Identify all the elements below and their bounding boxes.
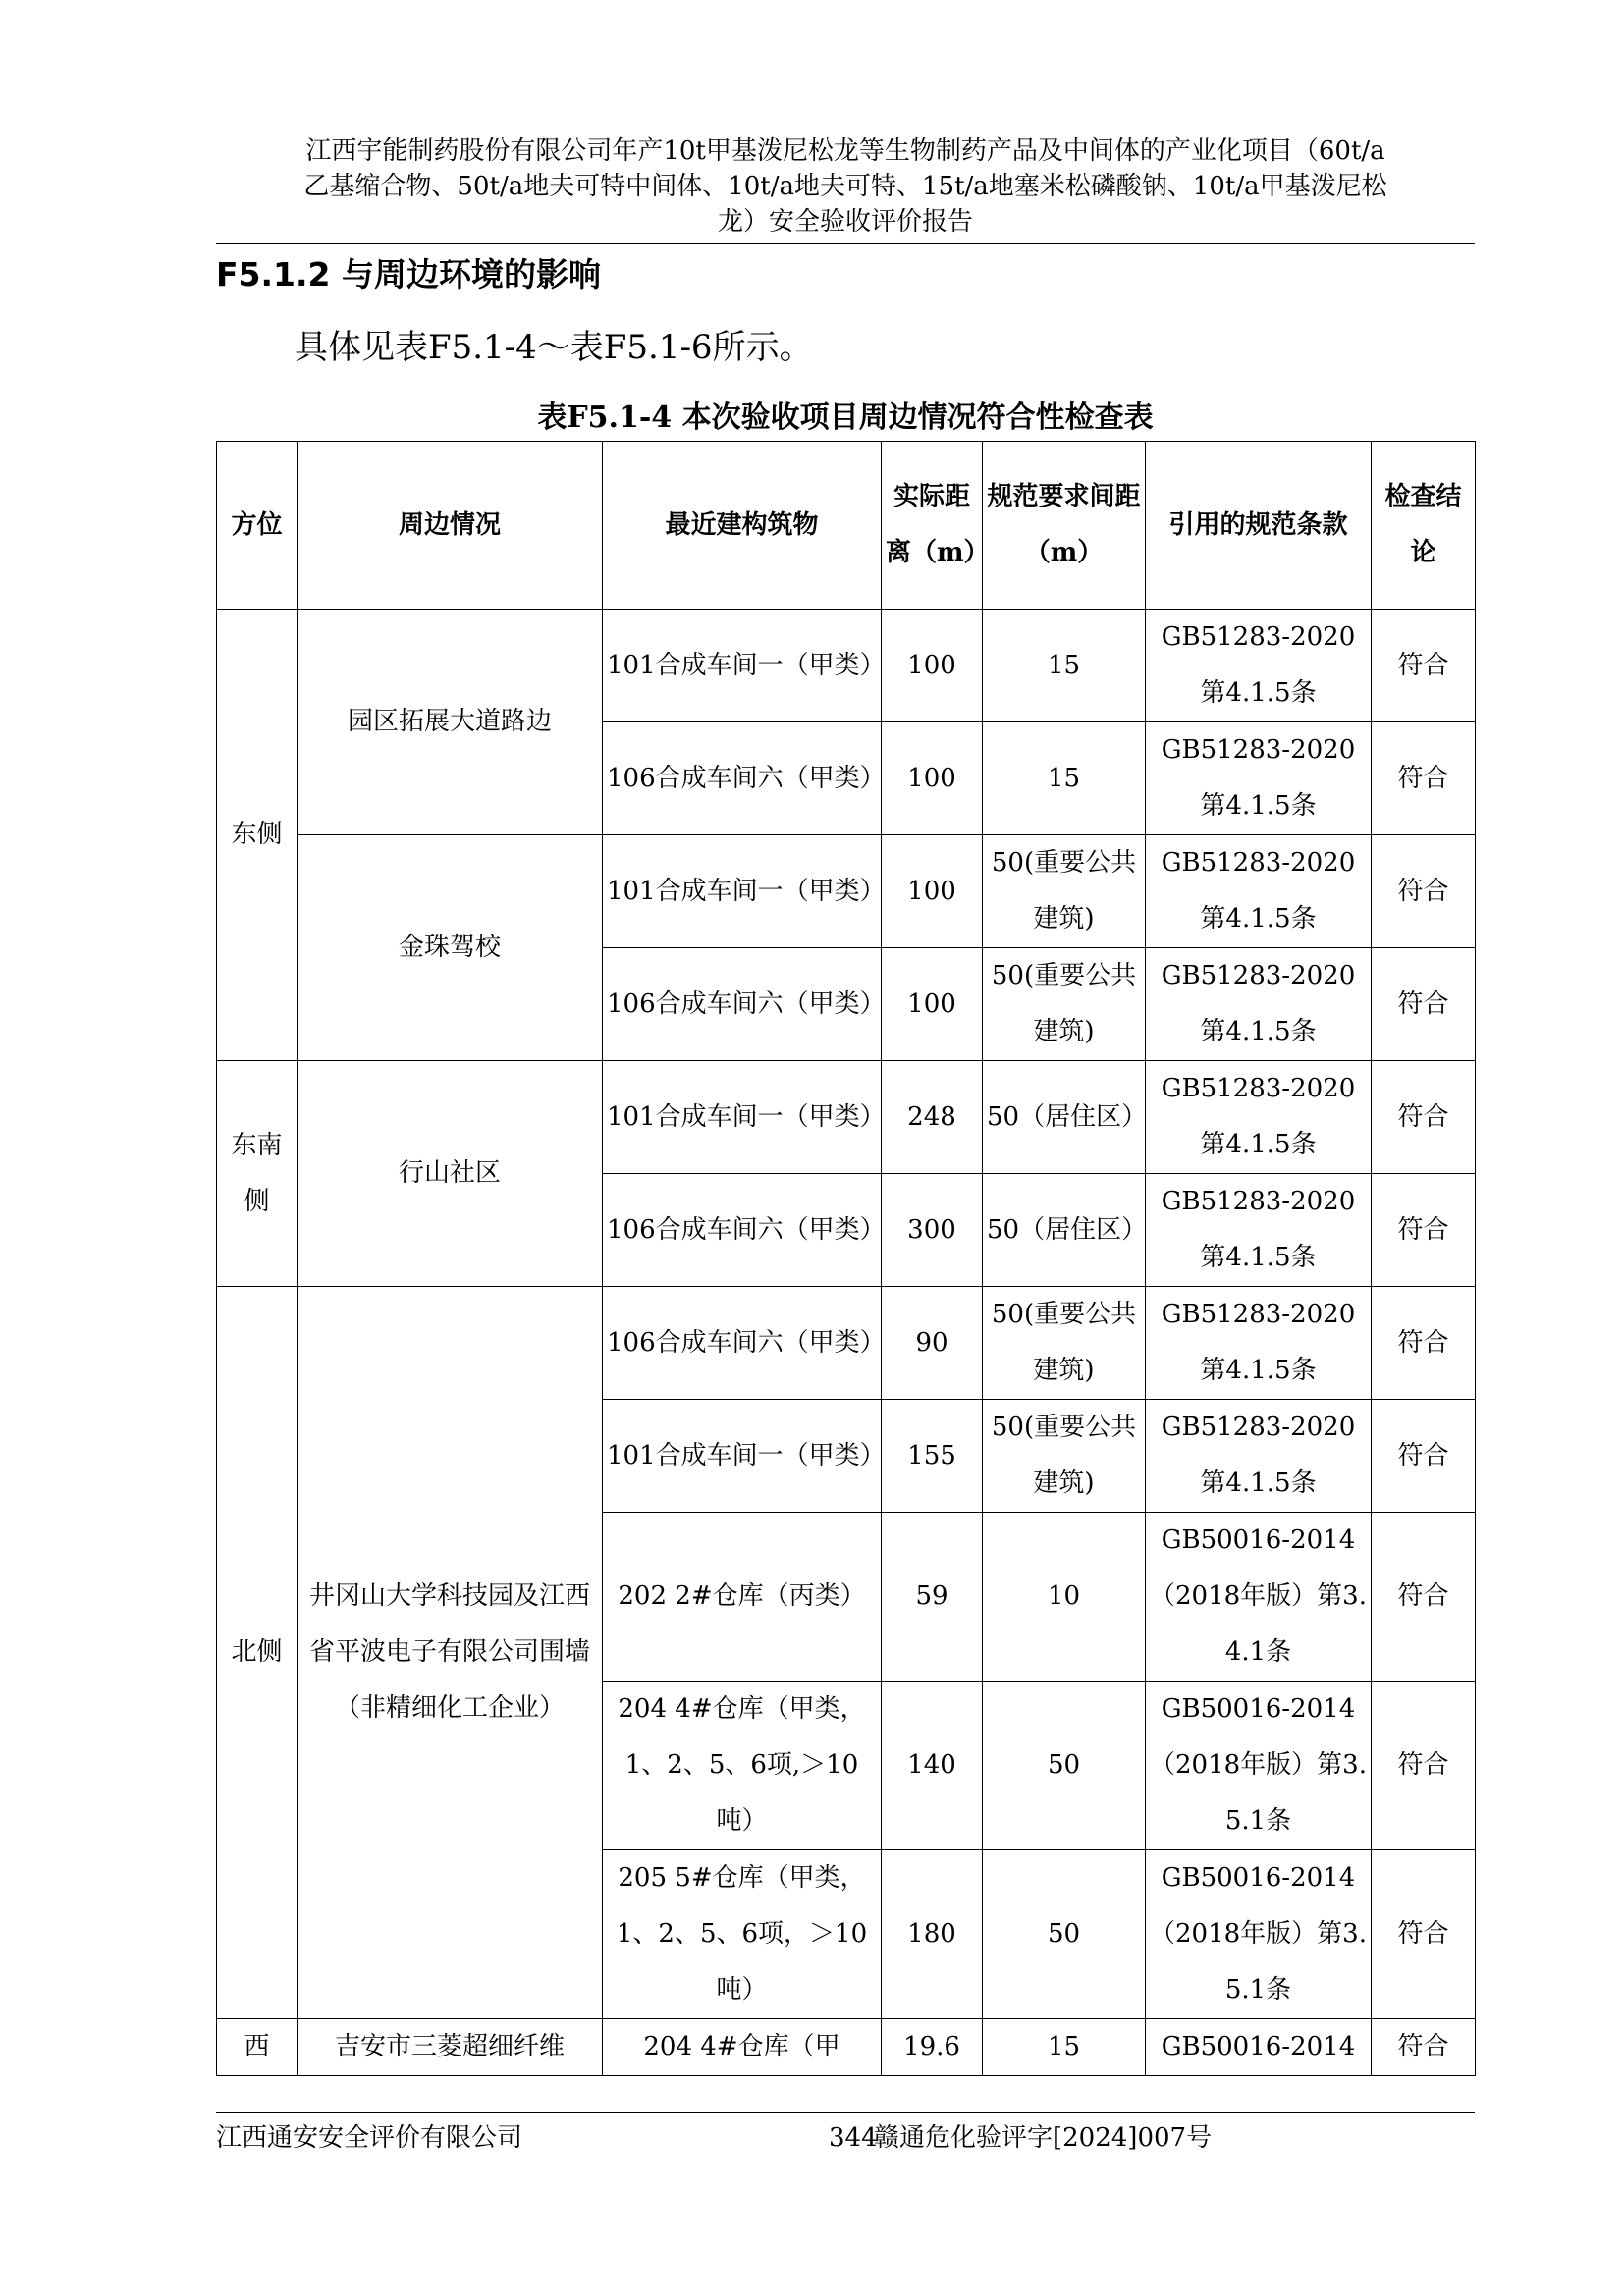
building-cell: 106合成车间六（甲类） [603,1174,882,1287]
required-distance-cell: 15 [983,722,1146,835]
building-cell: 204 4#仓库（甲 [603,2019,882,2076]
required-distance-cell: 50（居住区） [983,1174,1146,1287]
surroundings-check-table [216,441,1476,2076]
header-line-1: 江西宇能制药股份有限公司年产10t甲基泼尼松龙等生物制药产品及中间体的产业化项目（60t/a [305,136,1385,166]
footer-company: 江西通安安全评价有限公司 [216,2123,523,2153]
header-line-3: 龙）安全验收评价报告 [717,207,973,237]
clause-cell: GB50016-2014 [1146,2019,1372,2076]
header-direction: 方位 [217,442,298,610]
clause-cell: GB51283-2020第4.1.5条 [1146,722,1372,835]
building-cell: 106合成车间六（甲类） [603,948,882,1061]
clause-cell: GB50016-2014（2018年版）第3.5.1条 [1146,1850,1372,2019]
surroundings-cell: 吉安市三菱超细纤维 [298,2019,603,2076]
actual-distance-cell: 248 [882,1061,983,1174]
footer-report-number: 赣通危化验评字[2024]007号 [874,2123,1213,2153]
direction-cell: 东侧 [217,610,298,1061]
clause-cell: GB51283-2020第4.1.5条 [1146,1174,1372,1287]
surroundings-cell: 园区拓展大道路边 [298,610,603,835]
header-divider [216,243,1475,244]
building-cell: 205 5#仓库（甲类，1、2、5、6项，＞10吨） [603,1850,882,2019]
result-cell: 符合 [1372,1174,1476,1287]
result-cell: 符合 [1372,610,1476,722]
required-distance-cell: 15 [983,610,1146,722]
clause-cell: GB51283-2020第4.1.5条 [1146,948,1372,1061]
result-cell: 符合 [1372,1513,1476,1682]
surroundings-cell: 井冈山大学科技园及江西省平波电子有限公司围墙（非精细化工企业） [298,1287,603,2019]
actual-distance-cell: 100 [882,610,983,722]
direction-cell: 东南侧 [217,1061,298,1287]
required-distance-cell: 50(重要公共建筑) [983,835,1146,948]
table-row [217,1287,1476,1400]
actual-distance-cell: 140 [882,1682,983,1850]
building-cell: 204 4#仓库（甲类，1、2、5、6项,＞10吨） [603,1682,882,1850]
actual-distance-cell: 180 [882,1850,983,2019]
result-cell: 符合 [1372,835,1476,948]
header-nearest-building: 最近建构筑物 [603,442,882,610]
clause-cell: GB51283-2020第4.1.5条 [1146,1061,1372,1174]
section-title: F5.1.2 与周边环境的影响 [216,255,601,294]
building-cell: 202 2#仓库（丙类） [603,1513,882,1682]
required-distance-cell: 10 [983,1513,1146,1682]
table-row [217,1061,1476,1174]
clause-cell: GB51283-2020第4.1.5条 [1146,1400,1372,1513]
header-required-distance: 规范要求间距（m） [983,442,1146,610]
actual-distance-cell: 100 [882,722,983,835]
footer-page-number: 344 [829,2123,878,2153]
surroundings-cell: 行山社区 [298,1061,603,1287]
direction-cell: 北侧 [217,1287,298,2019]
clause-cell: GB51283-2020第4.1.5条 [1146,835,1372,948]
table-row [217,610,1476,722]
building-cell: 106合成车间六（甲类） [603,1287,882,1400]
result-cell: 符合 [1372,1400,1476,1513]
result-cell: 符合 [1372,1850,1476,2019]
table-title: 表F5.1-4 本次验收项目周边情况符合性检查表 [537,400,1154,435]
header-conclusion: 检查结论 [1372,442,1476,610]
surroundings-cell: 金珠驾校 [298,835,603,1061]
clause-cell: GB51283-2020第4.1.5条 [1146,1287,1372,1400]
table-row [217,2019,1476,2076]
result-cell: 符合 [1372,1287,1476,1400]
clause-cell: GB50016-2014（2018年版）第3.4.1条 [1146,1513,1372,1682]
actual-distance-cell: 90 [882,1287,983,1400]
header-line-2: 乙基缩合物、50t/a地夫可特中间体、10t/a地夫可特、15t/a地塞米松磷酸钠、10t/a甲基泼尼松 [303,172,1387,201]
table-header-row [217,442,1476,610]
result-cell: 符合 [1372,1682,1476,1850]
building-cell: 101合成车间一（甲类） [603,1400,882,1513]
required-distance-cell: 15 [983,2019,1146,2076]
actual-distance-cell: 100 [882,948,983,1061]
building-cell: 101合成车间一（甲类） [603,1061,882,1174]
actual-distance-cell: 155 [882,1400,983,1513]
result-cell: 符合 [1372,722,1476,835]
header-cited-clause: 引用的规范条款 [1146,442,1372,610]
required-distance-cell: 50 [983,1850,1146,2019]
actual-distance-cell: 300 [882,1174,983,1287]
result-cell: 符合 [1372,2019,1476,2076]
result-cell: 符合 [1372,1061,1476,1174]
actual-distance-cell: 19.6 [882,2019,983,2076]
building-cell: 101合成车间一（甲类） [603,610,882,722]
page-header [216,133,1475,240]
building-cell: 106合成车间六（甲类） [603,722,882,835]
result-cell: 符合 [1372,948,1476,1061]
required-distance-cell: 50(重要公共建筑) [983,948,1146,1061]
header-actual-distance: 实际距离（m） [882,442,983,610]
required-distance-cell: 50(重要公共建筑) [983,1287,1146,1400]
actual-distance-cell: 59 [882,1513,983,1682]
building-cell: 101合成车间一（甲类） [603,835,882,948]
direction-cell: 西 [217,2019,298,2076]
footer-divider [216,2112,1475,2113]
actual-distance-cell: 100 [882,835,983,948]
required-distance-cell: 50（居住区） [983,1061,1146,1174]
clause-cell: GB51283-2020第4.1.5条 [1146,610,1372,722]
intro-paragraph: 具体见表F5.1-4～表F5.1-6所示。 [295,328,813,367]
table-row [217,835,1476,948]
header-surroundings: 周边情况 [298,442,603,610]
required-distance-cell: 50(重要公共建筑) [983,1400,1146,1513]
required-distance-cell: 50 [983,1682,1146,1850]
clause-cell: GB50016-2014（2018年版）第3.5.1条 [1146,1682,1372,1850]
